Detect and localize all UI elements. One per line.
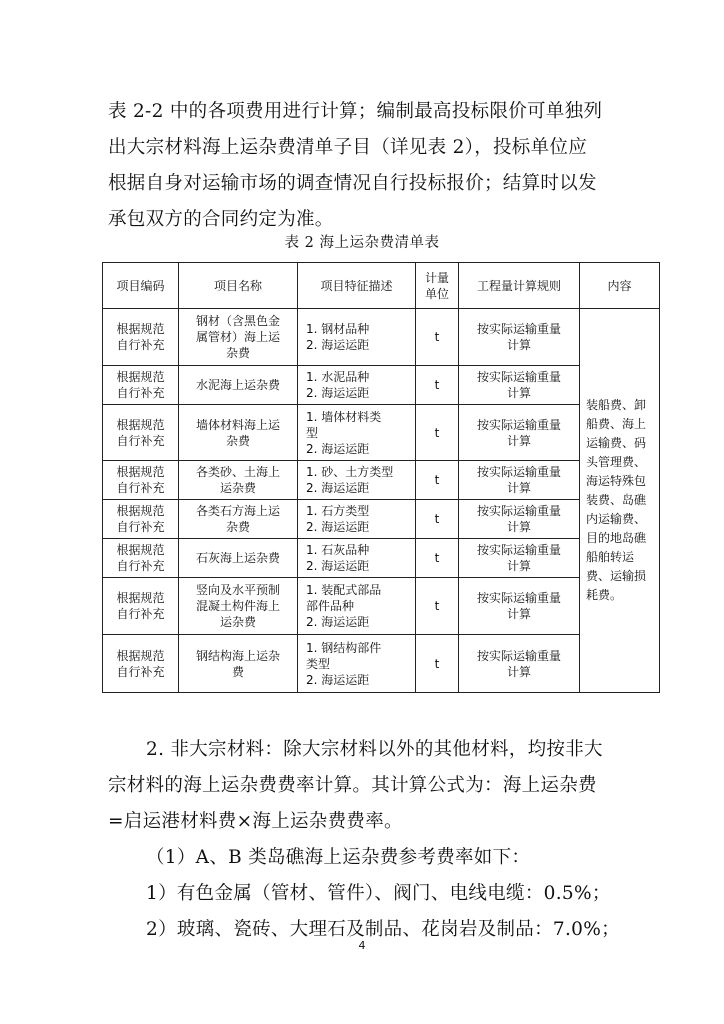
cell-rule: 按实际运输重量 计算 — [459, 461, 580, 500]
table-row — [103, 366, 660, 405]
table-row — [103, 309, 660, 366]
cell-unit: t — [416, 500, 459, 539]
cell-name: 各类砂、土海上 运杂费 — [179, 461, 298, 500]
header-name: 项目名称 — [179, 263, 298, 309]
table-header-row — [103, 263, 660, 309]
freight-table — [102, 262, 660, 693]
cell-rule: 按实际运输重量 计算 — [459, 578, 580, 635]
cell-feature: 1. 水泥品种 2. 海运运距 — [298, 366, 416, 405]
text-line: （1）A、B 类岛礁海上运杂费参考费率如下： — [146, 847, 531, 868]
cell-rule: 按实际运输重量 计算 — [459, 500, 580, 539]
cell-code: 根据规范 自行补充 — [103, 635, 179, 693]
text-line: 2. 非大宗材料：除大宗材料以外的其他材料，均按非大 — [146, 739, 603, 760]
cell-feature: 1. 墙体材料类 型 2. 海运运距 — [298, 405, 416, 461]
cell-content: 装船费、卸船费、海上运输费、码头管理费、海运特殊包装费、岛礁内运输费、目的地岛礁船舶转运费、运输损耗费。 — [580, 309, 660, 693]
cell-unit: t — [416, 309, 459, 366]
cell-unit: t — [416, 366, 459, 405]
cell-name: 竖向及水平预制 混凝土构件海上 运杂费 — [179, 578, 298, 635]
cell-code: 根据规范 自行补充 — [103, 539, 179, 578]
header-code: 项目编码 — [103, 263, 179, 309]
text-line: 表 2-2 中的各项费用进行计算；编制最高投标限价可单独列 — [108, 101, 603, 122]
cell-name: 钢结构海上运杂 费 — [179, 635, 298, 693]
cell-name: 钢材（含黑色金 属管材）海上运 杂费 — [179, 309, 298, 366]
table-row — [103, 461, 660, 500]
table-row — [103, 635, 660, 693]
cell-name: 水泥海上运杂费 — [179, 366, 298, 405]
intro-paragraph — [108, 94, 620, 238]
text-line: 出大宗材料海上运杂费清单子目（详见表 2），投标单位应 — [108, 137, 588, 158]
cell-rule: 按实际运输重量 计算 — [459, 366, 580, 405]
cell-feature: 1. 石灰品种 2. 海运运距 — [298, 539, 416, 578]
table-caption: 表 2 海上运杂费清单表 — [284, 235, 440, 251]
cell-unit: t — [416, 405, 459, 461]
text-line: 2）玻璃、瓷砖、大理石及制品、花岗岩及制品：7.0%； — [146, 919, 620, 940]
cell-unit: t — [416, 461, 459, 500]
cell-code: 根据规范 自行补充 — [103, 366, 179, 405]
table-row — [103, 405, 660, 461]
table-row — [103, 539, 660, 578]
table-row — [103, 578, 660, 635]
text-line: 根据自身对运输市场的调查情况自行投标报价；结算时以发 — [108, 173, 597, 194]
page-number: 4 — [358, 939, 366, 952]
cell-unit: t — [416, 578, 459, 635]
table-row — [103, 500, 660, 539]
cell-rule: 按实际运输重量 计算 — [459, 539, 580, 578]
cell-code: 根据规范 自行补充 — [103, 578, 179, 635]
cell-name: 石灰海上运杂费 — [179, 539, 298, 578]
cell-code: 根据规范 自行补充 — [103, 500, 179, 539]
cell-rule: 按实际运输重量 计算 — [459, 405, 580, 461]
cell-unit: t — [416, 539, 459, 578]
section2-paragraph — [108, 732, 620, 948]
cell-feature: 1. 钢结构部件 类型 2. 海运运距 — [298, 635, 416, 693]
header-feature: 项目特征描述 — [298, 263, 416, 309]
cell-rule: 按实际运输重量 计算 — [459, 635, 580, 693]
cell-feature: 1. 石方类型 2. 海运运距 — [298, 500, 416, 539]
header-unit: 计量 单位 — [416, 263, 459, 309]
text-line: 承包双方的合同约定为准。 — [108, 209, 334, 230]
cell-code: 根据规范 自行补充 — [103, 405, 179, 461]
cell-name: 各类石方海上运 杂费 — [179, 500, 298, 539]
cell-code: 根据规范 自行补充 — [103, 309, 179, 366]
header-rule: 工程量计算规则 — [459, 263, 580, 309]
text-line: 1）有色金属（管材、管件）、阀门、电线电缆：0.5%； — [146, 883, 611, 904]
cell-feature: 1. 装配式部品 部件品种 2. 海运运距 — [298, 578, 416, 635]
cell-feature: 1. 砂、土方类型 2. 海运运距 — [298, 461, 416, 500]
cell-code: 根据规范 自行补充 — [103, 461, 179, 500]
cell-feature: 1. 钢材品种 2. 海运运距 — [298, 309, 416, 366]
text-line: =启运港材料费×海上运杂费费率。 — [108, 811, 403, 832]
cell-rule: 按实际运输重量 计算 — [459, 309, 580, 366]
cell-unit: t — [416, 635, 459, 693]
cell-name: 墙体材料海上运 杂费 — [179, 405, 298, 461]
header-content: 内容 — [580, 263, 660, 309]
text-line: 宗材料的海上运杂费费率计算。其计算公式为：海上运杂费 — [108, 775, 597, 796]
